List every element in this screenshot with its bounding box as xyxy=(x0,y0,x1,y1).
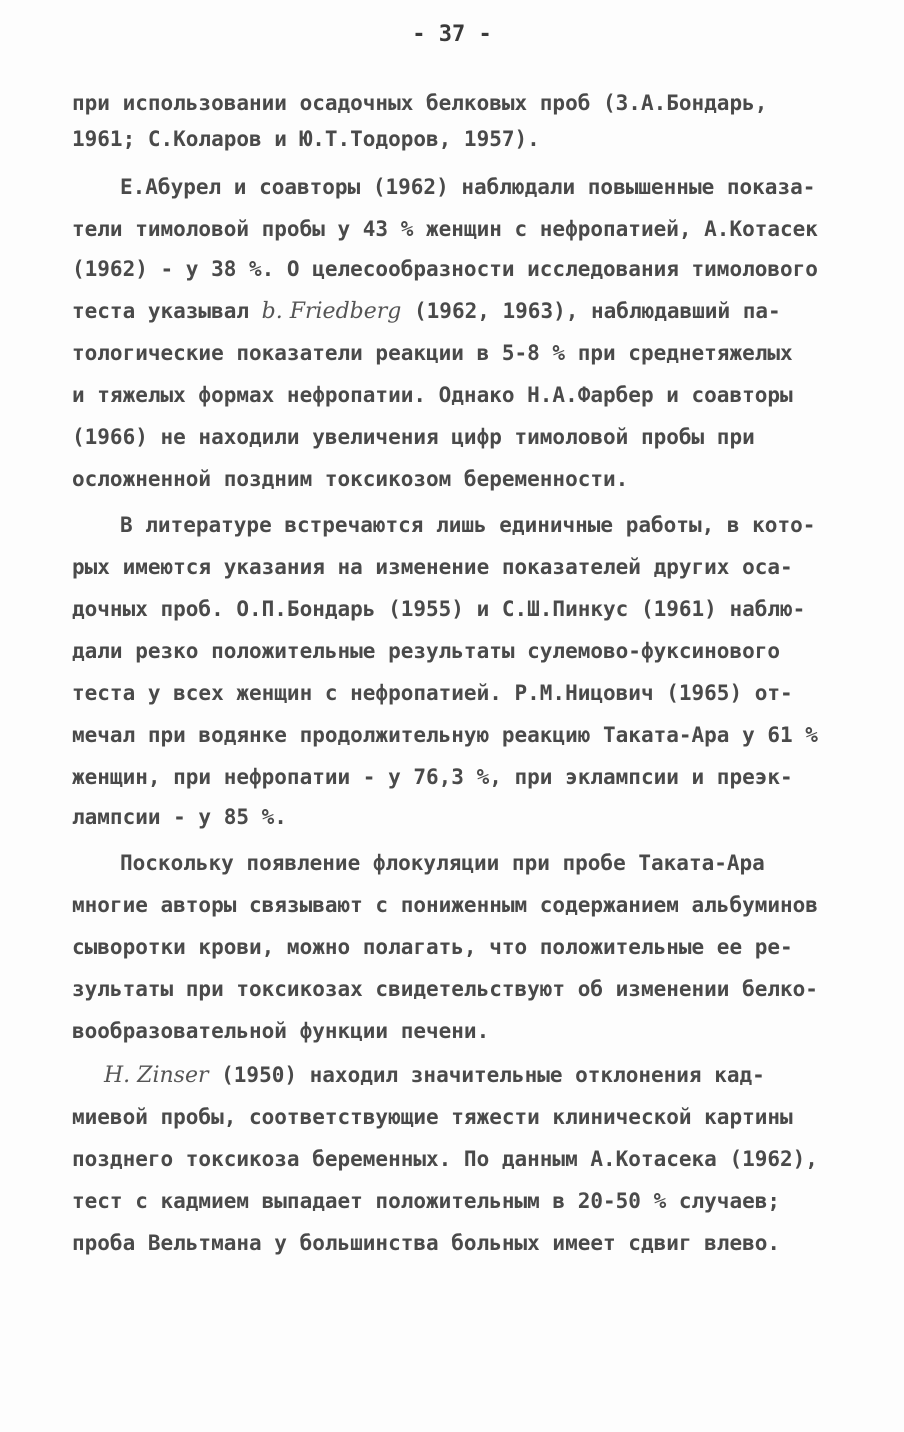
text-line: лампсии - у 85 %. xyxy=(72,805,287,829)
text-line: дочных проб. О.П.Бондарь (1955) и С.Ш.Пинкус (1961) наблю- xyxy=(72,597,806,621)
text-line: зультаты при токсикозах свидетельствуют об изменении белко- xyxy=(72,977,818,1001)
text-line: и тяжелых формах нефропатии. Однако Н.А.Фарбер и соавторы xyxy=(72,383,793,407)
text-line: женщин, при нефропатии - у 76,3 %, при эклампсии и преэк- xyxy=(72,765,793,789)
text-line: миевой пробы, соответствующие тяжести клинической картины xyxy=(72,1105,793,1129)
handwritten-name: b. Friedberg xyxy=(261,299,402,324)
text-line-with-handwriting xyxy=(72,296,781,326)
page-number: - 37 - xyxy=(412,22,492,47)
text-line: при использовании осадочных белковых проб (З.А.Бондарь, xyxy=(72,91,768,115)
text-line: дали резко положительные результаты сулемово-фуксинового xyxy=(72,639,781,663)
text-line: тели тимоловой пробы у 43 % женщин с нефропатией, А.Котасек xyxy=(72,217,818,241)
text-line: вообразовательной функции печени. xyxy=(72,1019,490,1043)
text-line: рых имеются указания на изменение показателей других оса- xyxy=(72,555,793,579)
text-line: мечал при водянке продолжительную реакцию Таката-Ара у 61 % xyxy=(72,723,818,747)
text-segment: (1950) находил значительные отклонения кад- xyxy=(208,1063,765,1087)
text-line: 1961; С.Коларов и Ю.Т.Тодоров, 1957). xyxy=(72,127,540,151)
text-line: теста у всех женщин с нефропатией. Р.М.Ницович (1965) от- xyxy=(72,681,793,705)
text-line: Е.Абурел и соавторы (1962) наблюдали повышенные показа- xyxy=(120,175,816,199)
text-segment: (1962, 1963), наблюдавший па- xyxy=(401,299,781,323)
text-line: (1966) не находили увеличения цифр тимоловой пробы при xyxy=(72,425,755,449)
text-line: тологические показатели реакции в 5-8 % при среднетяжелых xyxy=(72,341,793,365)
text-line: (1962) - у 38 %. О целесообразности исследования тимолового xyxy=(72,257,818,281)
handwritten-name: H. Zinser xyxy=(104,1063,209,1088)
text-line: проба Вельтмана у большинства больных имеет сдвиг влево. xyxy=(72,1231,781,1255)
text-line: позднего токсикоза беременных. По данным А.Котасека (1962), xyxy=(72,1147,818,1171)
text-line: В литературе встречаются лишь единичные работы, в кото- xyxy=(120,513,816,537)
text-line: сыворотки крови, можно полагать, что положительные ее ре- xyxy=(72,935,793,959)
text-line: Поскольку появление флокуляции при пробе Таката-Ара xyxy=(120,851,765,875)
text-line: тест с кадмием выпадает положительным в 20-50 % случаев; xyxy=(72,1189,781,1213)
text-line: осложненной поздним токсикозом беременности. xyxy=(72,467,629,491)
text-line-with-handwriting xyxy=(104,1060,765,1090)
text-line: многие авторы связывают с пониженным содержанием альбуминов xyxy=(72,893,818,917)
text-segment: теста указывал xyxy=(72,299,250,323)
